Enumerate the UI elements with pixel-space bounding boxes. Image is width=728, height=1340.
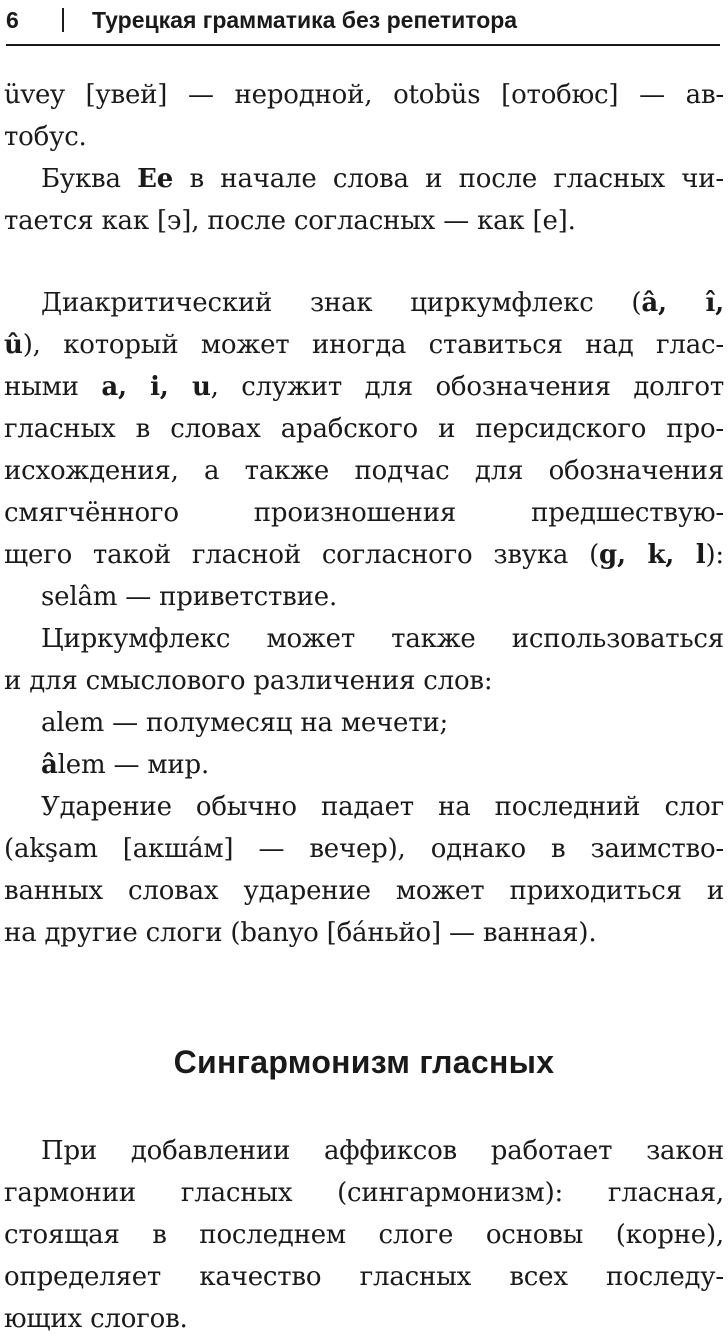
book-title: Турецкая грамматика без репетитора: [92, 7, 518, 33]
section-heading: Сингармонизм гласных: [173, 1044, 555, 1080]
text-line: Буква Ee в начале слова и после гласных чи-: [41, 164, 724, 194]
text-line: тобус.: [4, 122, 87, 152]
header-rule: [6, 44, 720, 46]
text-line: исхождения, а также подчас для обозначения: [4, 456, 724, 486]
text-line: ванных словах ударение может приходиться и: [4, 876, 724, 906]
text-line: гармонии гласных (сингармонизм): гласная,: [4, 1178, 724, 1208]
text-line: При добавлении аффиксов работает закон: [41, 1136, 724, 1166]
text-line: ными a, i, u, служит для обозначения долгот: [4, 372, 725, 402]
text-line: щего такой гласной согласного звука (g, k, l):: [4, 540, 724, 570]
header-separator: [62, 8, 64, 32]
paragraph-gap: [4, 242, 724, 282]
example-line: alem — полумесяц на мечети;: [41, 708, 449, 738]
text-line: смягчённого произношения предшествую-: [4, 498, 724, 528]
example-line: selâm — приветствие.: [41, 582, 338, 612]
body-text: [4, 74, 724, 954]
text-line: Циркумфлекс может также использоваться: [41, 624, 724, 654]
text-line: Диакритический знак циркумфлекс (â, î,: [41, 288, 724, 318]
text-line: стоящая в последнем слоге основы (корне),: [4, 1220, 724, 1250]
text-line: ющих слогов.: [4, 1304, 188, 1334]
text-line: Ударение обычно падает на последний слог: [41, 792, 724, 822]
text-line: û), который может иногда ставиться над глас-: [4, 330, 724, 360]
text-line: üvey [увей] — неродной, otobüs [отобюс] — ав-: [4, 80, 724, 110]
section-body-text: [4, 1130, 724, 1340]
text-line: гласных в словах арабского и персидского про-: [4, 414, 724, 444]
text-line: (akşam [акша́м] — вечер), однако в заимство-: [4, 834, 724, 864]
text-line: тается как [э], после согласных — как [е].: [4, 206, 576, 236]
running-header: [6, 4, 718, 40]
example-line: âlem — мир.: [41, 750, 210, 780]
text-line: и для смыслового различения слов:: [4, 666, 493, 696]
letter-ee: Ee: [137, 164, 174, 194]
text-line: определяет качество гласных всех последу-: [4, 1262, 724, 1292]
circumflex-letters: â, î,: [641, 288, 724, 318]
page-number: 6: [6, 7, 19, 33]
text-line: на другие слоги (banyo [ба́ньйо] — ванная).: [4, 918, 597, 948]
